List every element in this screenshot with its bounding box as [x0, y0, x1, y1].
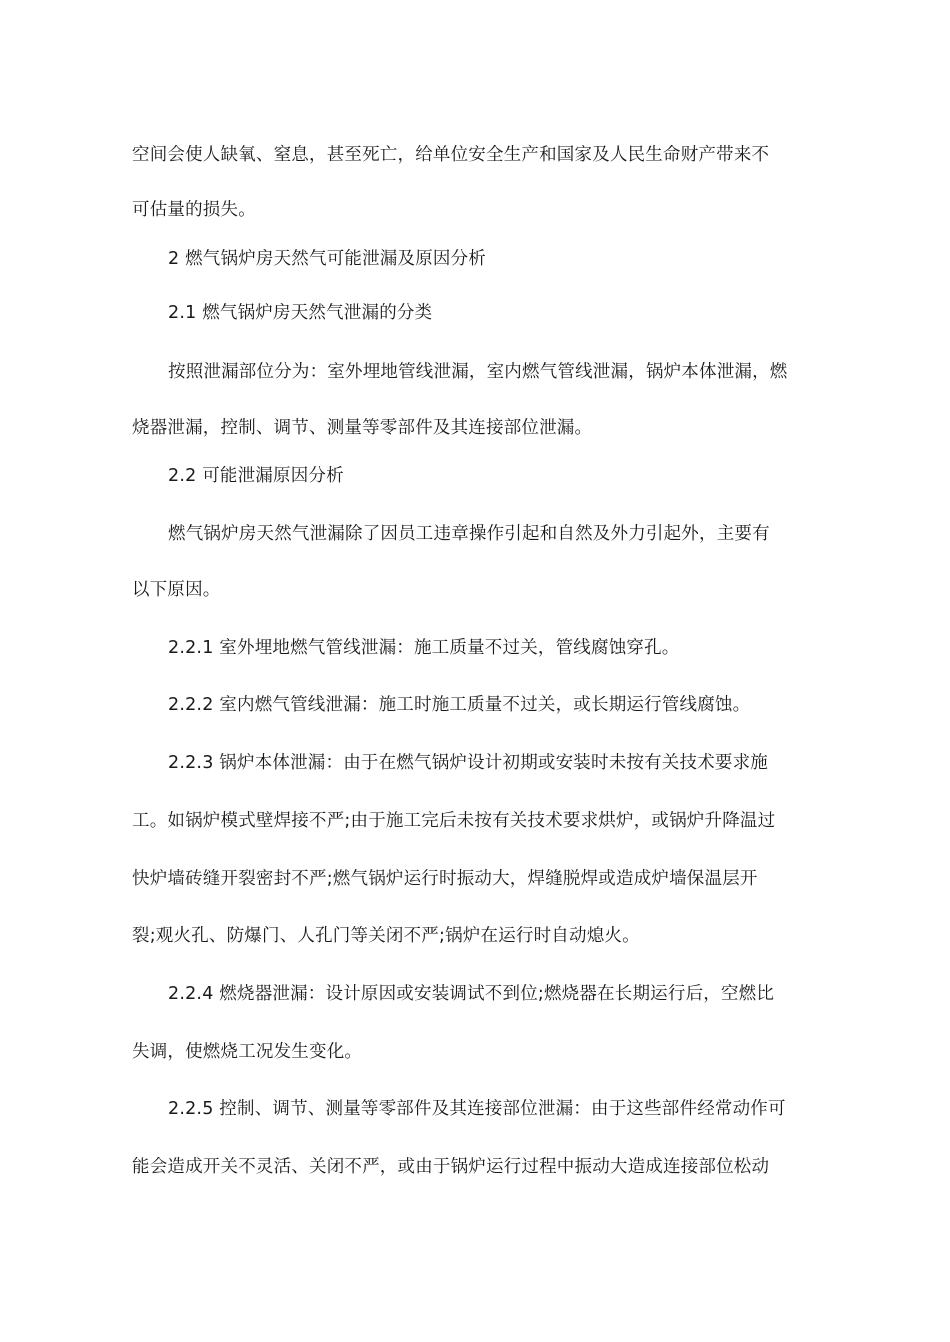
- paragraph-line: 烧器泄漏，控制、调节、测量等零部件及其连接部位泄漏。: [132, 418, 593, 438]
- paragraph-line: 以下原因。: [132, 580, 221, 600]
- paragraph-line: 2.2.4 燃烧器泄漏：设计原因或安装调试不到位;燃烧器在长期运行后，空燃比: [168, 984, 775, 1004]
- paragraph-line: 2.2.2 室内燃气管线泄漏：施工时施工质量不过关，或长期运行管线腐蚀。: [168, 695, 751, 715]
- paragraph-line: 燃气锅炉房天然气泄漏除了因员工违章操作引起和自然及外力引起外，主要有: [168, 524, 770, 544]
- paragraph-line: 能会造成开关不灵活、关闭不严，或由于锅炉运行过程中振动大造成连接部位松动: [132, 1157, 770, 1177]
- paragraph-line: 按照泄漏部位分为：室外埋地管线泄漏，室内燃气管线泄漏，锅炉本体泄漏，燃: [168, 362, 788, 382]
- paragraph-line: 2.2.3 锅炉本体泄漏：由于在燃气锅炉设计初期或安装时未按有关技术要求施: [168, 753, 768, 773]
- paragraph-line: 2.2.1 室外埋地燃气管线泄漏：施工质量不过关，管线腐蚀穿孔。: [168, 638, 680, 658]
- subsection-heading: 2.1 燃气锅炉房天然气泄漏的分类: [168, 303, 433, 323]
- paragraph-line: 失调，使燃烧工况发生变化。: [132, 1042, 363, 1062]
- paragraph-line: 快炉墙砖缝开裂密封不严;燃气锅炉运行时振动大，焊缝脱焊或造成炉墙保温层开: [132, 869, 758, 889]
- subsection-heading: 2.2 可能泄漏原因分析: [168, 466, 344, 486]
- paragraph-line: 工。如锅炉模式壁焊接不严;由于施工完后未按有关技术要求烘炉，或锅炉升降温过: [132, 811, 776, 831]
- paragraph-line: 裂;观火孔、防爆门、人孔门等关闭不严;锅炉在运行时自动熄火。: [132, 926, 640, 946]
- paragraph-line: 空间会使人缺氧、窒息，甚至死亡，给单位安全生产和国家及人民生命财产带来不: [132, 145, 770, 165]
- section-heading: 2 燃气锅炉房天然气可能泄漏及原因分析: [168, 249, 486, 269]
- paragraph-line: 2.2.5 控制、调节、测量等零部件及其连接部位泄漏：由于这些部件经常动作可: [168, 1099, 786, 1119]
- paragraph-line: 可估量的损失。: [132, 200, 256, 220]
